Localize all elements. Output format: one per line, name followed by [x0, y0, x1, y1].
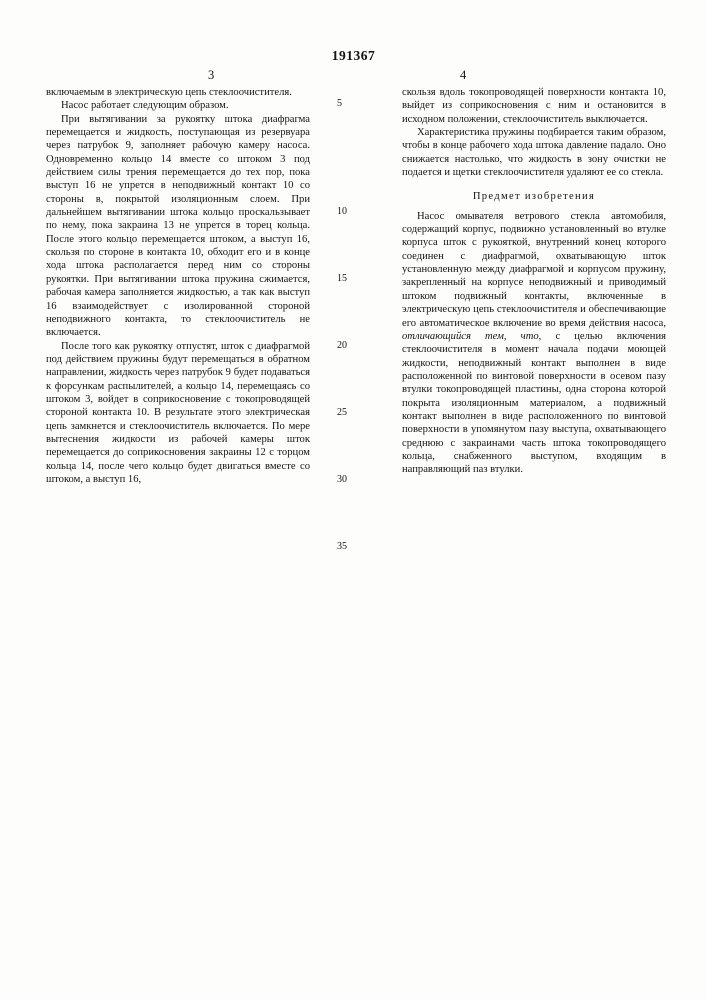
line-number: 15 — [337, 273, 347, 284]
line-number: 10 — [337, 206, 347, 217]
claims-text-after: с целью включения стеклоочистителя в момент начала подачи моющей жидкости, неподвижный контакт выполнен в виде расположенной по винтовой поверхности в осевом пазу втулки токопроводящей пластины, одна сторона которой покрыта изоляционным материалом, а подвижный контакт выполнен в виде расположенного по винтовой поверхности в упомянутом пазу выступа, охватывающего среднюю с закраинами часть штока токопроводящего кольца, снабженного выступом, входящим в направляющий паз втулки. — [402, 330, 666, 476]
paragraph: скользя вдоль токопроводящей поверхности контакта 10, выйдет из соприкосновения с ним и остановится в исходном положении, стеклоочиститель выключается. — [402, 87, 666, 125]
body-columns — [46, 86, 666, 486]
claims-emphasis: отличающийся тем, что, — [402, 330, 542, 342]
paragraph: При вытягивании за рукоятку штока диафрагма перемещается и жидкость, поступающая из резервуара через патрубок 9, заполняет рабочую камеру насоса. Одновременно кольцо 14 вместе со штоком 3 под действием силы трения перемещается до тех пор, пока выступ 16 не упрется в неподвижный контакт 10 со стороны в, покрытой изоляционным слоем. При дальнейшем вытягивании штока кольцо проскальзывает по нему, пока закраина 13 не упрется в торец кольца. После этого кольцо перемещается штоком, а выступ 16, скользя по стороне в контакта 10, обходит его и в конце хода штока располагается перед ним со стороны рукоятки. При вытягивании штока пружина сжимается, рабочая камера заполняется жидкостью, а так как выступ 16 взаимодействует с изолированной стороной неподвижного контакта, то стеклоочиститель не включается. — [46, 113, 310, 339]
paragraph: Характеристика пружины подбирается таким образом, чтобы в конце рабочего хода штока давление падало. Оно снижается настолько, что жидкость в зону очистки не подается и щетки стеклоочистителя удаляют ее со стекла. — [402, 127, 666, 179]
patent-number: 191367 — [331, 48, 376, 63]
paragraph: включаемым в электрическую цепь стеклоочистителя. — [46, 87, 292, 98]
line-number: 20 — [337, 340, 347, 351]
right-column — [402, 86, 666, 486]
paragraph: После того как рукоятку отпустят, шток с диафрагмой под действием пружины будут перемещаться в обратном направлении, жидкость через патрубок 9 будет подаваться к форсункам распылителей, а кольцо 14, перемещаясь со штоком 3, войдет в соприкосновение с токопроводящей стороной контакта 10. В результате этого электрическая цепь замкнется и стеклоочиститель включается. По мере вытеснения жидкости из рабочей камеры шток перемещается до соприкосновения закраины 12 с торцом кольца 14, после чего кольцо будет двигаться вместе со штоком, а выступ 16, — [46, 340, 310, 485]
column-number-left: 3 — [208, 68, 215, 82]
line-number: 35 — [337, 541, 347, 552]
column-number-right: 4 — [460, 68, 467, 82]
claims-text-before: Насос омывателя ветрового стекла автомобиля, содержащий корпус, подвижно установленный во втулке корпуса шток с рукояткой, внутренний конец которого соединен с диафрагмой, охватывающую шток установленную между диафрагмой и корпусом пружину, закрепленный на корпусе неподвижный и приводимый штоком подвижный контакты, включенные в электрическую цепь стеклоочистителя и обеспечивающие его автоматическое включение во время действия насоса, — [402, 210, 666, 329]
line-number: 5 — [337, 98, 342, 109]
line-number: 30 — [337, 474, 347, 485]
line-number: 25 — [337, 407, 347, 418]
claims-paragraph — [402, 210, 666, 477]
left-column — [46, 86, 310, 486]
claims-heading: Предмет изобретения — [472, 191, 596, 203]
paragraph: Насос работает следующим образом. — [61, 100, 229, 112]
